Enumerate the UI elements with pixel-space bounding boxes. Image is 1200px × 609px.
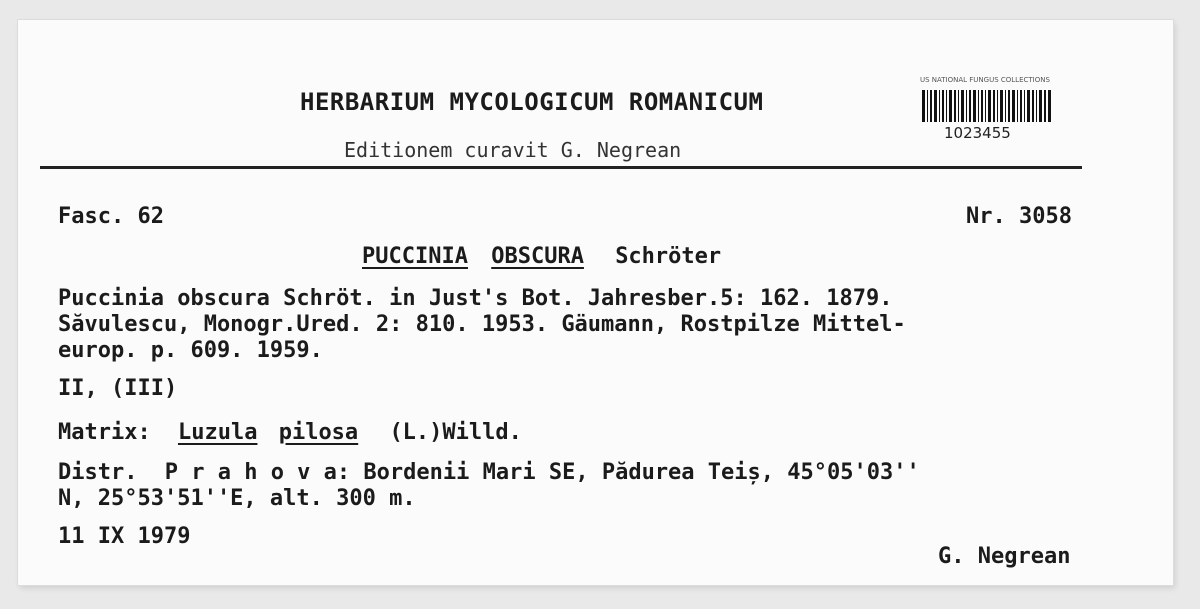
- distribution-label: Distr.: [58, 460, 138, 485]
- distribution-region: P r a h o v a:: [164, 460, 351, 485]
- matrix-genus: Luzula: [177, 420, 258, 445]
- collection-date: 11 IX 1979: [58, 524, 191, 549]
- reference-line-2: Săvulescu, Monogr.Ured. 2: 810. 1953. Gäumann, Rostpilze Mittel-: [58, 312, 906, 337]
- editor-line: Editionem curavit G. Negrean: [344, 138, 682, 162]
- collector-name: G. Negrean: [938, 544, 1071, 569]
- matrix-line: [58, 420, 522, 445]
- species-author: Schröter: [615, 244, 722, 269]
- matrix-epithet: pilosa: [278, 420, 359, 445]
- exsiccata-number: Nr. 3058: [966, 204, 1072, 229]
- herbarium-title: HERBARIUM MYCOLOGICUM ROMANICUM: [300, 88, 764, 116]
- spore-stages: II, (III): [58, 376, 178, 401]
- barcode-icon: [922, 90, 1052, 122]
- species-epithet: OBSCURA: [491, 244, 584, 269]
- matrix-author: (L.)Willd.: [389, 420, 522, 445]
- species-genus: PUCCINIA: [362, 244, 468, 269]
- reference-line-1: Puccinia obscura Schröt. in Just's Bot. Jahresber.5: 162. 1879.: [58, 286, 893, 311]
- distribution-locality: Bordenii Mari SE, Pădurea Teiș, 45°05'03'': [363, 460, 920, 485]
- reference-line-3: europ. p. 609. 1959.: [58, 338, 323, 363]
- barcode-collection-text: US NATIONAL FUNGUS COLLECTIONS: [920, 76, 1050, 84]
- barcode-number: 1023455: [944, 124, 1011, 142]
- distribution-line-1: [58, 460, 920, 485]
- matrix-label: Matrix:: [58, 420, 151, 445]
- species-name: [362, 244, 721, 269]
- header-divider: [40, 166, 1082, 169]
- barcode-sticker: [912, 76, 1062, 156]
- distribution-line-2: N, 25°53'51''E, alt. 300 m.: [58, 486, 416, 511]
- fascicle-number: Fasc. 62: [58, 204, 164, 229]
